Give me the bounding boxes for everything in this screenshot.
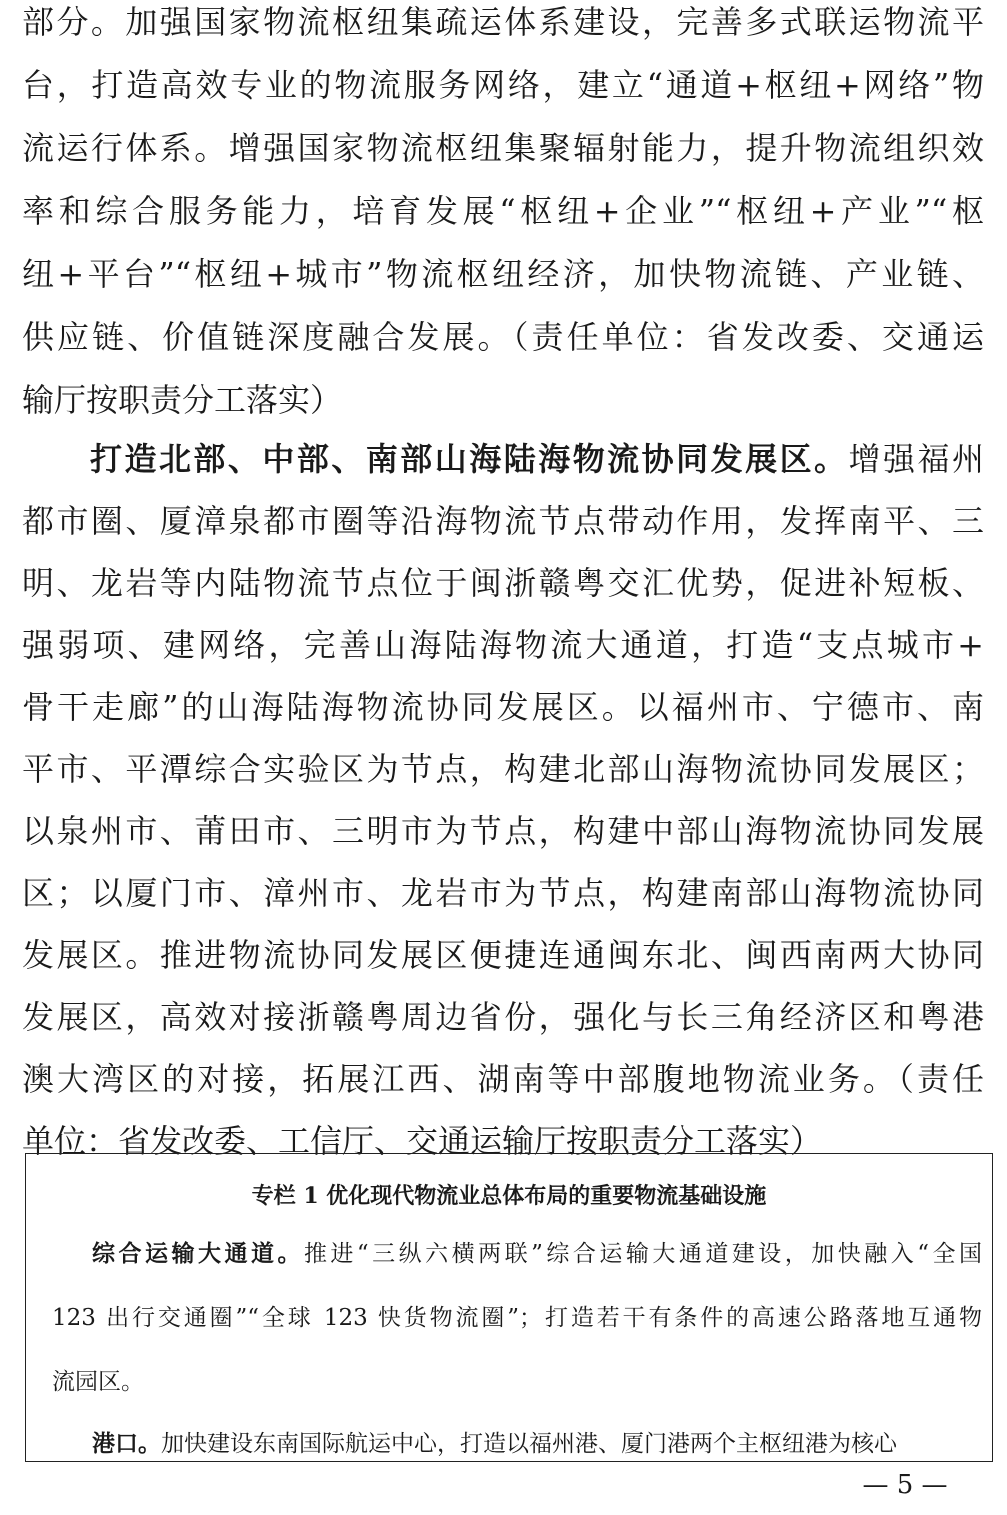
text-line: 都市圈、厦漳泉都市圈等沿海物流节点带动作用，发挥南平、三 — [22, 502, 984, 540]
text-line: 发展区，高效对接浙赣粤周边省份，强化与长三角经济区和粤港 — [22, 998, 984, 1036]
text-line: 强弱项、建网络，完善山海陆海物流大通道，打造“支点城市+ — [22, 626, 984, 664]
text-span: 加快建设东南国际航运中心，打造以福州港、厦门港两个主枢纽港为核心 — [161, 1431, 897, 1457]
text-line: 流运行体系。增强国家物流枢纽集聚辐射能力，提升物流组织效 — [22, 129, 984, 167]
item-heading: 港口。 — [92, 1430, 161, 1457]
text-line: 澳大湾区的对接，拓展江西、湖南等中部腹地物流业务。（责任 — [22, 1060, 984, 1098]
box-text-line: 流园区。 — [52, 1369, 144, 1395]
page-number: — 5 — — [862, 1470, 948, 1500]
box-text-line: 123 出行交通圈”“全球 123 快货物流圈”；打造若干有条件的高速公路落地互通物 — [52, 1305, 982, 1331]
box-text-line — [92, 1239, 982, 1269]
text-line: 纽+平台”“枢纽+城市”物流枢纽经济，加快物流链、产业链、 — [22, 255, 984, 293]
text-line: 率和综合服务能力，培育发展“枢纽+企业”“枢纽+产业”“枢 — [22, 192, 984, 230]
text-line: 部分。加强国家物流枢纽集疏运体系建设，完善多式联运物流平 — [22, 3, 984, 41]
text-line — [90, 439, 984, 479]
text-span: 推进“三纵六横两联”综合运输大通道建设，加快融入“全国 — [303, 1241, 982, 1267]
paragraph-heading: 打造北部、中部、南部山海陆海物流协同发展区。 — [90, 440, 849, 478]
text-line: 发展区。推进物流协同发展区便捷连通闽东北、闽西南两大协同 — [22, 936, 984, 974]
text-line: 单位：省发改委、工信厅、交通运输厅按职责分工落实） — [22, 1122, 823, 1160]
text-line: 明、龙岩等内陆物流节点位于闽浙赣粤交汇优势，促进补短板、 — [22, 564, 984, 602]
text-line: 台，打造高效专业的物流服务网络，建立“通道+枢纽+网络”物 — [22, 66, 984, 104]
text-line: 平市、平潭综合实验区为节点，构建北部山海物流协同发展区； — [22, 750, 984, 788]
column-title: 专栏 1 优化现代物流业总体布局的重要物流基础设施 — [251, 1183, 767, 1209]
text-line: 以泉州市、莆田市、三明市为节点，构建中部山海物流协同发展 — [22, 812, 984, 850]
text-line: 输厅按职责分工落实） — [22, 381, 343, 419]
text-line: 区；以厦门市、漳州市、龙岩市为节点，构建南部山海物流协同 — [22, 874, 984, 912]
column-box — [25, 1153, 993, 1462]
item-heading: 综合运输大通道。 — [92, 1240, 304, 1267]
text-span: 增强福州 — [848, 440, 984, 478]
text-line: 骨干走廊”的山海陆海物流协同发展区。以福州市、宁德市、南 — [22, 688, 984, 726]
box-text-line — [92, 1429, 982, 1459]
text-line: 供应链、价值链深度融合发展。（责任单位：省发改委、交通运 — [22, 318, 984, 356]
